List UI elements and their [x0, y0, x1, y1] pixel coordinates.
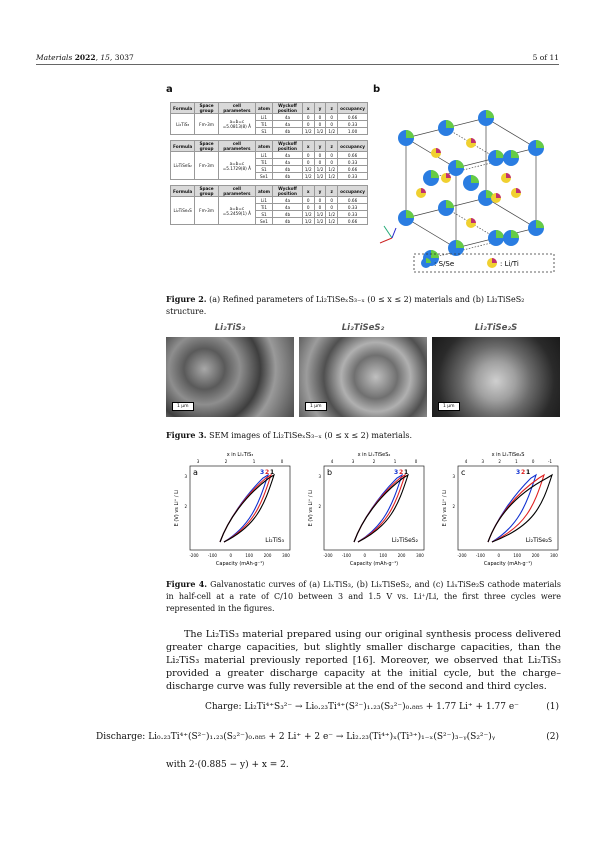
cycle-label: 3: [260, 469, 265, 476]
y-tick-label: 3: [318, 474, 321, 479]
figure-2-caption-label: Figure 2.: [166, 294, 207, 304]
equation-1: Charge: Li₂Ti⁴⁺S₃²⁻ → Li₀.₂₃Ti⁴⁺(S²⁻)₁.₂₃(S₂²⁻)₀.₈₈₅ + 1.77 Li⁺ + 1.77 e⁻: [205, 702, 519, 712]
x-tick-label: -100: [475, 553, 485, 558]
table-header-cell: y: [314, 103, 326, 114]
y-axis-label: E (V) vs Li⁺ / Li: [174, 489, 180, 527]
table-cell: 0: [314, 197, 326, 204]
cycle-label: 1: [404, 469, 409, 476]
figure-3-caption-text: SEM images of Li₂TiSeₓS₃₋ₓ (0 ≤ x ≤ 2) materials.: [209, 431, 413, 440]
table-cell: 0.66: [338, 218, 368, 225]
table-cell: 0: [314, 114, 326, 121]
table-header-cell: cell parameters: [218, 103, 255, 114]
table-cell: 1/2: [314, 218, 326, 225]
table-cell: 0.66: [338, 166, 368, 173]
top-tick-label: 4: [330, 459, 334, 464]
cycle-curve: [488, 475, 552, 542]
figure-3: [166, 323, 561, 418]
top-tick-label: 0: [414, 459, 418, 464]
table-cell: 0: [302, 197, 314, 204]
table-header-cell: z: [326, 103, 338, 114]
page-number: 5 of 11: [532, 53, 559, 62]
s-se-atom: [448, 160, 464, 176]
table-cell: 0: [314, 121, 326, 128]
scale-bar-1: 1 µm: [172, 402, 194, 411]
table-cell: 0: [302, 121, 314, 128]
material-label: Li₂TiS₃: [265, 537, 284, 544]
figure-2a-label: a: [166, 84, 173, 95]
x-tick-label: 100: [245, 553, 254, 558]
axes-triad: [380, 226, 396, 243]
table-header-cell: Wyckoff position: [273, 186, 303, 197]
s-se-atom: [503, 230, 519, 246]
journal-name: Materials: [36, 53, 73, 62]
table-cell: S1: [255, 166, 272, 173]
table-header-cell: Space group: [195, 141, 219, 152]
header-rule: [36, 64, 559, 65]
table-header-cell: cell parameters: [218, 141, 255, 152]
li-ti-atom: [441, 173, 451, 183]
table-header-cell: x: [302, 103, 314, 114]
x-tick-label: -100: [341, 553, 351, 558]
scale-bar-2: 1 µm: [305, 402, 327, 411]
panel-letter: c: [461, 468, 466, 477]
table-header-cell: cell parameters: [218, 186, 255, 197]
li-ti-atom: [466, 138, 476, 148]
x-tick-label: -200: [323, 553, 333, 558]
table-cell: 0: [314, 152, 326, 159]
table-header-cell: atom: [255, 103, 272, 114]
li-ti-atom: [466, 218, 476, 228]
li-ti-atom: [416, 188, 426, 198]
cycle-label: 2: [521, 469, 526, 476]
figure-2-caption-text: (a) Refined parameters of Li₂TiSeₓS₃₋ₓ (0 ≤ x ≤ 2) materials and (b) Li₂TiSeS₂ structure.: [166, 295, 525, 316]
material-label: Li₂TiSeS₂: [391, 537, 418, 544]
table-cell: 0.66: [338, 152, 368, 159]
parameters-table: [170, 102, 368, 135]
table-cell: 0: [326, 114, 338, 121]
x-tick-label: 200: [397, 553, 406, 558]
top-axis-label: x in LiₓTiS₃: [226, 452, 254, 458]
top-tick-label: 1: [252, 459, 256, 464]
panel-letter: b: [327, 468, 333, 477]
table-cell: 1/2: [326, 211, 338, 218]
sem-label-li2tises2: Li₂TiSeS₂: [341, 323, 385, 333]
s-se-atom: [528, 220, 544, 236]
article-number: 3037: [114, 53, 134, 62]
sem-label-li2tise2s: Li₂TiSe₂S: [474, 323, 518, 333]
cycle-label: 2: [399, 469, 404, 476]
cycle-label: 1: [526, 469, 531, 476]
x-tick-label: 0: [229, 553, 233, 558]
formula-cell: Li₂TiSeS₂: [171, 152, 195, 180]
table-cell: 0.33: [338, 204, 368, 211]
table-cell: 1/2: [326, 218, 338, 225]
formula-cell: Li₂TiSe₂S: [171, 197, 195, 225]
x-tick-label: 0: [363, 553, 367, 558]
table-cell: 4b: [273, 128, 303, 135]
equation-2-number: (2): [546, 732, 559, 742]
top-tick-label: 2: [224, 459, 228, 464]
table-cell: 4b: [273, 211, 303, 218]
table-cell: 0: [302, 204, 314, 211]
table-cell: 4b: [273, 173, 303, 180]
refined-parameters-tables: [170, 102, 370, 230]
table-cell: 1/2: [302, 166, 314, 173]
galvanostatic-plot-b: [304, 452, 428, 570]
table-cell: 0: [314, 204, 326, 211]
table-cell: 0: [302, 114, 314, 121]
table-cell: 4a: [273, 197, 303, 204]
top-tick-label: 1: [515, 459, 518, 464]
table-row: [171, 152, 368, 159]
figure-4-caption-label: Figure 4.: [166, 579, 208, 589]
legend-liti-text: : Li/Ti: [500, 260, 519, 268]
formula-cell: Li₂TiS₃: [171, 114, 195, 135]
table-cell: S1: [255, 211, 272, 218]
table-cell: 1/2: [302, 173, 314, 180]
y-tick-label: 2: [318, 504, 321, 509]
table-cell: 0: [302, 159, 314, 166]
table-header-cell: atom: [255, 141, 272, 152]
table-cell: 0: [314, 159, 326, 166]
figure-4: [170, 452, 562, 572]
cycle-label: 2: [265, 469, 270, 476]
equation-2: Discharge: Li₀.₂₃Ti⁴⁺(S²⁻)₁.₂₃(S₂²⁻)₀.₈₈₅ + 2 Li⁺ + 2 e⁻ → Li₂.₂₃(Ti⁴⁺)ₓ(Ti³⁺)₁₋ₓ(S²⁻)₃₋ᵧ(S₂²⁻)ᵧ: [96, 732, 496, 742]
table-header-cell: y: [314, 186, 326, 197]
cell-parameters-cell: a=b=c =5.1729(8) Å: [218, 152, 255, 180]
parameters-table: [170, 140, 368, 180]
table-cell: 1/2: [326, 173, 338, 180]
s-se-atom: [478, 110, 494, 126]
table-cell: Ti1: [255, 204, 272, 211]
top-tick-label: -1: [548, 459, 552, 464]
table-cell: Ti1: [255, 159, 272, 166]
table-cell: 0.33: [338, 121, 368, 128]
table-header-cell: occupancy: [338, 141, 368, 152]
li-ti-atom: [491, 193, 501, 203]
s-se-atom: [423, 170, 439, 186]
top-axis-label: x in LiₓTiSe₂S: [491, 452, 525, 458]
top-tick-label: 1: [393, 459, 397, 464]
y-axis-label: E (V) vs Li⁺ / Li: [308, 489, 314, 527]
table-cell: 1/2: [302, 128, 314, 135]
table-header-cell: Formula: [171, 186, 195, 197]
table-cell: S1: [255, 128, 272, 135]
cycle-label: 3: [394, 469, 399, 476]
table-header-cell: Wyckoff position: [273, 103, 303, 114]
x-tick-label: 0: [497, 553, 501, 558]
x-tick-label: -100: [207, 553, 217, 558]
atoms-group: [398, 110, 544, 266]
table-header-cell: x: [302, 141, 314, 152]
top-tick-label: 2: [498, 459, 501, 464]
body-paragraph: The Li₂TiS₃ material prepared using our original synthesis process delivered greater charge capacities, but slightly smaller discharge capacities, than the Li₂TiS₃ material previously reported [16]. Moreover, we observed that Li₂TiS₃ provided a greater discharge capacity at the initial cycle, but the charge–discharge curve was fully reversible at the end of the second and third cycles.: [166, 629, 561, 692]
cycle-curve: [220, 475, 274, 542]
table-cell: 0: [326, 159, 338, 166]
cycle-label: 1: [270, 469, 275, 476]
table-header-cell: atom: [255, 186, 272, 197]
x-tick-label: -200: [189, 553, 199, 558]
table-cell: 0.66: [338, 197, 368, 204]
table-cell: 1/2: [314, 173, 326, 180]
table-cell: 1/2: [326, 166, 338, 173]
table-cell: 4a: [273, 114, 303, 121]
galvanostatic-plot-c: [438, 452, 562, 570]
li-ti-atom: [501, 173, 511, 183]
figure-2-caption: [166, 293, 561, 318]
table-header-cell: occupancy: [338, 103, 368, 114]
cycle-curve: [354, 475, 405, 542]
x-tick-label: 100: [379, 553, 388, 558]
table-cell: 4b: [273, 166, 303, 173]
table-cell: 0: [326, 121, 338, 128]
table-header-cell: occupancy: [338, 186, 368, 197]
table-cell: 4a: [273, 121, 303, 128]
cycle-curve: [220, 475, 271, 542]
figure-2b-label: b: [373, 84, 381, 95]
figure-3-caption-label: Figure 3.: [166, 430, 207, 440]
top-tick-label: 2: [372, 459, 376, 464]
cycle-curve: [354, 475, 408, 542]
li-ti-atom: [511, 188, 521, 198]
table-cell: 4a: [273, 159, 303, 166]
table-cell: 4a: [273, 204, 303, 211]
galvanostatic-plot-a: [170, 452, 294, 570]
table-cell: Se1: [255, 218, 272, 225]
top-axis-label: x in LiₓTiSeS₂: [357, 452, 391, 458]
table-header-cell: y: [314, 141, 326, 152]
s-se-atom: [398, 130, 414, 146]
table-header-cell: Space group: [195, 103, 219, 114]
x-tick-label: 300: [550, 553, 558, 558]
table-cell: 0.33: [338, 173, 368, 180]
top-tick-label: 0: [531, 459, 535, 464]
top-tick-label: 0: [280, 459, 284, 464]
scale-bar-3: 1 µm: [438, 402, 460, 411]
table-header-cell: x: [302, 186, 314, 197]
top-tick-label: 4: [464, 459, 468, 464]
crystal-structure-image: [376, 98, 556, 276]
journal-volume: 15: [100, 53, 110, 62]
parameters-table: [170, 185, 368, 225]
material-label: Li₂TiSe₂S: [525, 537, 552, 544]
table-cell: 4a: [273, 152, 303, 159]
top-tick-label: 3: [196, 459, 200, 464]
s-se-atom: [528, 140, 544, 156]
table-header-cell: Formula: [171, 141, 195, 152]
space-group-cell: Fm-3m: [195, 197, 219, 225]
y-tick-label: 3: [452, 474, 455, 479]
table-cell: 0: [326, 152, 338, 159]
journal-year: 2022: [74, 53, 96, 62]
figure-4-caption-text: Galvanostatic curves of (a) LiₓTiS₃, (b) LiₓTiSeS₂, and (c) LiₓTiSe₂S cathode materials in half-cell at a rate of C/10 between 3 and 1.5 V vs. Li⁺/Li, the first three cycles were represented in the figures.: [166, 580, 562, 613]
equation-1-number: (1): [546, 702, 559, 712]
table-cell: 0: [302, 152, 314, 159]
legend-sse-marker: [421, 258, 431, 268]
table-header-cell: Wyckoff position: [273, 141, 303, 152]
table-cell: 1/2: [314, 128, 326, 135]
figure-3-caption: [166, 429, 561, 442]
table-cell: 0: [326, 197, 338, 204]
cell-parameters-cell: a=b=c =5.0813(8) Å: [218, 114, 255, 135]
table-cell: 1/2: [314, 166, 326, 173]
s-se-atom: [463, 175, 479, 191]
x-tick-label: -200: [457, 553, 467, 558]
table-header-cell: Formula: [171, 103, 195, 114]
table-header-cell: z: [326, 141, 338, 152]
x-tick-label: 200: [263, 553, 272, 558]
table-cell: Li1: [255, 152, 272, 159]
table-cell: 1/2: [302, 211, 314, 218]
s-se-atom: [488, 230, 504, 246]
table-cell: 0.66: [338, 114, 368, 121]
cycle-label: 3: [516, 469, 521, 476]
table-cell: 4b: [273, 218, 303, 225]
y-tick-label: 3: [184, 474, 187, 479]
x-axis-label: Capacity (mAh·g⁻¹): [483, 561, 533, 567]
table-cell: 1/2: [302, 218, 314, 225]
s-se-atom: [438, 200, 454, 216]
x-tick-label: 200: [531, 553, 540, 558]
s-se-atom: [438, 120, 454, 136]
sem-image-li2tises2: [299, 337, 427, 417]
table-cell: Ti1: [255, 121, 272, 128]
y-tick-label: 2: [184, 504, 187, 509]
figure-4-caption: [166, 578, 561, 615]
x-axis-label: Capacity (mAh·g⁻¹): [349, 561, 399, 567]
s-se-atom: [503, 150, 519, 166]
top-tick-label: 3: [481, 459, 485, 464]
table-header-cell: Space group: [195, 186, 219, 197]
y-tick-label: 2: [452, 504, 455, 509]
legend-liti-marker: [487, 258, 497, 268]
table-cell: 1/2: [326, 128, 338, 135]
table-cell: 0.33: [338, 211, 368, 218]
journal-header: Materials 2022, 15, 3037: [36, 53, 134, 62]
table-cell: 0.33: [338, 159, 368, 166]
s-se-atom: [398, 210, 414, 226]
sem-image-li2tis3: [166, 337, 294, 417]
table-cell: Li1: [255, 197, 272, 204]
space-group-cell: Fm-3m: [195, 114, 219, 135]
top-tick-label: 3: [351, 459, 355, 464]
table-cell: 1.00: [338, 128, 368, 135]
table-row: [171, 197, 368, 204]
li-ti-atom: [431, 148, 441, 158]
table-cell: Li1: [255, 114, 272, 121]
table-row: [171, 114, 368, 121]
y-axis-label: E (V) vs Li⁺ / Li: [442, 489, 448, 527]
s-se-atom: [488, 150, 504, 166]
table-cell: 1/2: [314, 211, 326, 218]
sem-label-li2tis3: Li₂TiS₃: [214, 323, 246, 333]
sem-image-li2tise2s: [432, 337, 560, 417]
legend-sse-text: : S/Se: [434, 260, 455, 268]
table-cell: 0: [326, 204, 338, 211]
table-cell: Se1: [255, 173, 272, 180]
x-tick-label: 300: [282, 553, 290, 558]
x-tick-label: 100: [513, 553, 522, 558]
equation-constraint: with 2·(0.885 − y) + x = 2.: [166, 760, 289, 770]
panel-letter: a: [193, 468, 198, 477]
x-tick-label: 300: [416, 553, 424, 558]
x-axis-label: Capacity (mAh·g⁻¹): [215, 561, 265, 567]
cell-parameters-cell: a=b=c =5.2459(1) Å: [218, 197, 255, 225]
table-header-cell: z: [326, 186, 338, 197]
space-group-cell: Fm-3m: [195, 152, 219, 180]
figure-2: [166, 84, 561, 288]
